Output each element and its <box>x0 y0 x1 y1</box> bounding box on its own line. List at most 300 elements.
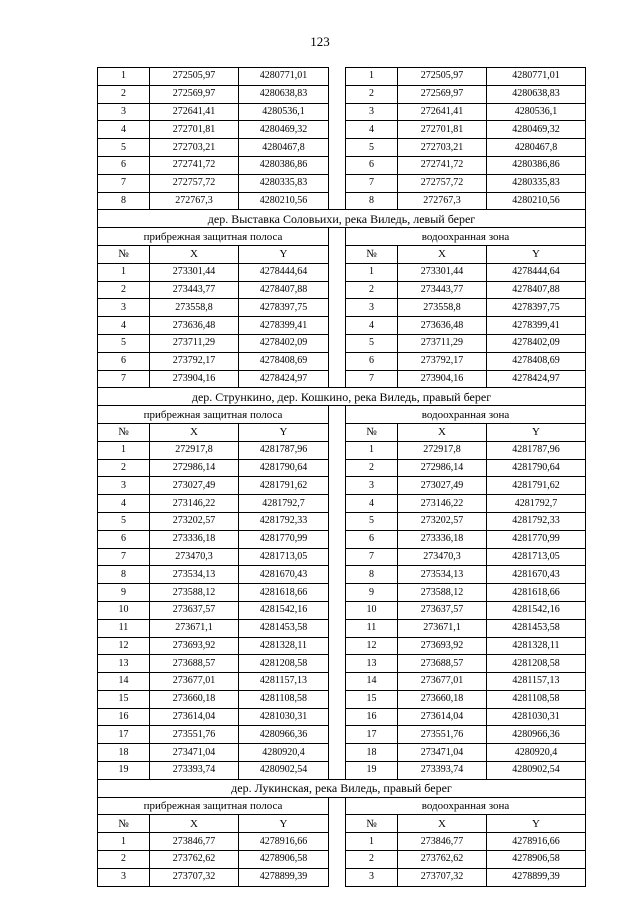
point-number: 5 <box>98 512 150 530</box>
x-coordinate: 273660,18 <box>150 690 239 708</box>
x-coordinate: 273534,13 <box>398 566 487 584</box>
point-number: 7 <box>98 548 150 566</box>
x-coordinate: 273707,32 <box>398 868 487 886</box>
col-header-y: Y <box>487 815 586 833</box>
y-coordinate: 4278906,58 <box>487 851 586 869</box>
point-number: 17 <box>346 726 398 744</box>
point-number: 3 <box>346 103 398 121</box>
y-coordinate: 4281792,7 <box>487 495 586 513</box>
x-coordinate: 273693,92 <box>398 637 487 655</box>
y-coordinate: 4280902,54 <box>487 762 586 780</box>
column-gap <box>329 423 346 441</box>
y-coordinate: 4278407,88 <box>487 281 586 299</box>
x-coordinate: 273904,16 <box>398 370 487 388</box>
table-row <box>98 673 586 691</box>
col-header-y: Y <box>239 245 329 263</box>
col-header-number: № <box>98 245 150 263</box>
zone-label-protective-strip: прибрежная защитная полоса <box>98 797 329 815</box>
section-title: дер. Лукинская, река Виледь, правый берег <box>98 779 586 797</box>
y-coordinate: 4280210,56 <box>239 192 329 210</box>
y-coordinate: 4280771,01 <box>487 68 586 86</box>
x-coordinate: 273558,8 <box>398 299 487 317</box>
table-row <box>98 744 586 762</box>
x-coordinate: 273588,12 <box>398 584 487 602</box>
y-coordinate: 4278408,69 <box>239 352 329 370</box>
col-header-y: Y <box>487 423 586 441</box>
column-gap <box>329 299 346 317</box>
col-header-x: X <box>150 815 239 833</box>
column-gap <box>329 352 346 370</box>
y-coordinate: 4281713,05 <box>239 548 329 566</box>
point-number: 14 <box>98 673 150 691</box>
x-coordinate: 272569,97 <box>398 85 487 103</box>
point-number: 8 <box>346 192 398 210</box>
col-header-y: Y <box>239 423 329 441</box>
x-coordinate: 272917,8 <box>150 441 239 459</box>
point-number: 8 <box>346 566 398 584</box>
column-gap <box>329 495 346 513</box>
column-gap <box>329 156 346 174</box>
y-coordinate: 4280335,83 <box>239 174 329 192</box>
y-coordinate: 4281713,05 <box>487 548 586 566</box>
point-number: 5 <box>98 334 150 352</box>
column-gap <box>329 673 346 691</box>
x-coordinate: 272757,72 <box>398 174 487 192</box>
table-row <box>98 334 586 352</box>
x-coordinate: 272757,72 <box>150 174 239 192</box>
x-coordinate: 273336,18 <box>398 530 487 548</box>
table-row <box>98 174 586 192</box>
point-number: 2 <box>98 851 150 869</box>
col-header-number: № <box>98 423 150 441</box>
point-number: 4 <box>98 495 150 513</box>
column-gap <box>329 441 346 459</box>
y-coordinate: 4281670,43 <box>239 566 329 584</box>
point-number: 2 <box>346 459 398 477</box>
point-number: 13 <box>346 655 398 673</box>
section-title-row <box>98 388 586 406</box>
column-gap <box>329 512 346 530</box>
point-number: 1 <box>98 263 150 281</box>
y-coordinate: 4281618,66 <box>487 584 586 602</box>
y-coordinate: 4278899,39 <box>239 868 329 886</box>
point-number: 4 <box>346 121 398 139</box>
point-number: 1 <box>98 833 150 851</box>
y-coordinate: 4280920,4 <box>487 744 586 762</box>
point-number: 6 <box>98 530 150 548</box>
column-gap <box>329 103 346 121</box>
point-number: 3 <box>98 103 150 121</box>
y-coordinate: 4280638,83 <box>239 85 329 103</box>
y-coordinate: 4280386,86 <box>487 156 586 174</box>
x-coordinate: 273677,01 <box>398 673 487 691</box>
zone-header-row <box>98 228 586 246</box>
y-coordinate: 4281108,58 <box>239 690 329 708</box>
column-header-row <box>98 245 586 263</box>
column-gap <box>329 121 346 139</box>
y-coordinate: 4280771,01 <box>239 68 329 86</box>
zone-label-water-protection: водоохранная зона <box>346 406 586 424</box>
col-header-x: X <box>150 245 239 263</box>
y-coordinate: 4281792,33 <box>239 512 329 530</box>
column-gap <box>329 477 346 495</box>
y-coordinate: 4280469,32 <box>487 121 586 139</box>
y-coordinate: 4281542,16 <box>239 601 329 619</box>
table-row <box>98 352 586 370</box>
point-number: 10 <box>98 601 150 619</box>
y-coordinate: 4280638,83 <box>487 85 586 103</box>
col-header-x: X <box>398 815 487 833</box>
point-number: 1 <box>98 68 150 86</box>
y-coordinate: 4278916,66 <box>487 833 586 851</box>
x-coordinate: 273471,04 <box>398 744 487 762</box>
x-coordinate: 273443,77 <box>150 281 239 299</box>
y-coordinate: 4281791,62 <box>239 477 329 495</box>
point-number: 7 <box>98 370 150 388</box>
point-number: 5 <box>346 334 398 352</box>
y-coordinate: 4278444,64 <box>239 263 329 281</box>
x-coordinate: 273027,49 <box>150 477 239 495</box>
table-row <box>98 85 586 103</box>
table-row <box>98 619 586 637</box>
x-coordinate: 273393,74 <box>398 762 487 780</box>
column-header-row <box>98 815 586 833</box>
x-coordinate: 273637,57 <box>150 601 239 619</box>
table-row <box>98 851 586 869</box>
x-coordinate: 272741,72 <box>150 156 239 174</box>
point-number: 7 <box>346 174 398 192</box>
x-coordinate: 272701,81 <box>150 121 239 139</box>
table-row <box>98 655 586 673</box>
point-number: 11 <box>346 619 398 637</box>
point-number: 2 <box>98 281 150 299</box>
x-coordinate: 273146,22 <box>150 495 239 513</box>
x-coordinate: 273551,76 <box>398 726 487 744</box>
table-row <box>98 548 586 566</box>
x-coordinate: 273688,57 <box>150 655 239 673</box>
y-coordinate: 4281542,16 <box>487 601 586 619</box>
y-coordinate: 4281328,11 <box>239 637 329 655</box>
table-row <box>98 441 586 459</box>
x-coordinate: 273688,57 <box>398 655 487 673</box>
point-number: 19 <box>98 762 150 780</box>
section-title-row <box>98 210 586 228</box>
x-coordinate: 273671,1 <box>398 619 487 637</box>
column-gap <box>329 139 346 157</box>
point-number: 6 <box>346 352 398 370</box>
y-coordinate: 4281770,99 <box>487 530 586 548</box>
y-coordinate: 4278399,41 <box>487 317 586 335</box>
x-coordinate: 273693,92 <box>150 637 239 655</box>
point-number: 6 <box>346 530 398 548</box>
table-row <box>98 833 586 851</box>
point-number: 9 <box>346 584 398 602</box>
x-coordinate: 273762,62 <box>150 851 239 869</box>
y-coordinate: 4281157,13 <box>487 673 586 691</box>
y-coordinate: 4280386,86 <box>239 156 329 174</box>
y-coordinate: 4281790,64 <box>239 459 329 477</box>
point-number: 4 <box>346 495 398 513</box>
x-coordinate: 273146,22 <box>398 495 487 513</box>
y-coordinate: 4281790,64 <box>487 459 586 477</box>
point-number: 2 <box>346 281 398 299</box>
y-coordinate: 4278424,97 <box>487 370 586 388</box>
point-number: 4 <box>98 317 150 335</box>
column-gap <box>329 584 346 602</box>
y-coordinate: 4280469,32 <box>239 121 329 139</box>
section-title: дер. Стрункино, дер. Кошкино, река Виледь, правый берег <box>98 388 586 406</box>
point-number: 3 <box>346 477 398 495</box>
x-coordinate: 273677,01 <box>150 673 239 691</box>
x-coordinate: 273470,3 <box>398 548 487 566</box>
x-coordinate: 273202,57 <box>150 512 239 530</box>
table-row <box>98 459 586 477</box>
y-coordinate: 4281208,58 <box>239 655 329 673</box>
table-row <box>98 637 586 655</box>
point-number: 2 <box>346 85 398 103</box>
table-row <box>98 495 586 513</box>
x-coordinate: 273470,3 <box>150 548 239 566</box>
point-number: 3 <box>98 299 150 317</box>
point-number: 5 <box>346 512 398 530</box>
zone-label-water-protection: водоохранная зона <box>346 797 586 815</box>
column-gap <box>329 263 346 281</box>
point-number: 7 <box>346 370 398 388</box>
table-row <box>98 690 586 708</box>
col-header-number: № <box>346 815 398 833</box>
y-coordinate: 4280335,83 <box>487 174 586 192</box>
col-header-x: X <box>398 423 487 441</box>
x-coordinate: 273301,44 <box>398 263 487 281</box>
point-number: 6 <box>98 352 150 370</box>
table-row <box>98 299 586 317</box>
y-coordinate: 4278899,39 <box>487 868 586 886</box>
point-number: 4 <box>98 121 150 139</box>
x-coordinate: 273846,77 <box>150 833 239 851</box>
x-coordinate: 273027,49 <box>398 477 487 495</box>
col-header-number: № <box>98 815 150 833</box>
col-header-x: X <box>150 423 239 441</box>
x-coordinate: 272767,3 <box>398 192 487 210</box>
table-row <box>98 103 586 121</box>
zone-label-protective-strip: прибрежная защитная полоса <box>98 406 329 424</box>
table-row <box>98 192 586 210</box>
point-number: 8 <box>98 192 150 210</box>
point-number: 14 <box>346 673 398 691</box>
col-header-x: X <box>398 245 487 263</box>
point-number: 5 <box>98 139 150 157</box>
table-row <box>98 370 586 388</box>
x-coordinate: 272703,21 <box>150 139 239 157</box>
page-number: 123 <box>310 34 330 49</box>
table-row <box>98 477 586 495</box>
y-coordinate: 4281453,58 <box>239 619 329 637</box>
x-coordinate: 272641,41 <box>398 103 487 121</box>
point-number: 13 <box>98 655 150 673</box>
y-coordinate: 4281453,58 <box>487 619 586 637</box>
point-number: 1 <box>346 68 398 86</box>
y-coordinate: 4280536,1 <box>487 103 586 121</box>
coordinates-document <box>97 67 585 887</box>
y-coordinate: 4278424,97 <box>239 370 329 388</box>
x-coordinate: 273711,29 <box>150 334 239 352</box>
x-coordinate: 273637,57 <box>398 601 487 619</box>
y-coordinate: 4278444,64 <box>487 263 586 281</box>
y-coordinate: 4281792,7 <box>239 495 329 513</box>
column-gap <box>329 815 346 833</box>
table-row <box>98 317 586 335</box>
x-coordinate: 272505,97 <box>150 68 239 86</box>
y-coordinate: 4278397,75 <box>487 299 586 317</box>
table-row <box>98 762 586 780</box>
point-number: 3 <box>98 477 150 495</box>
x-coordinate: 273471,04 <box>150 744 239 762</box>
x-coordinate: 273588,12 <box>150 584 239 602</box>
column-gap <box>329 762 346 780</box>
column-gap <box>329 601 346 619</box>
column-gap <box>329 370 346 388</box>
column-gap <box>329 726 346 744</box>
point-number: 3 <box>98 868 150 886</box>
point-number: 7 <box>346 548 398 566</box>
col-header-number: № <box>346 423 398 441</box>
zone-label-water-protection: водоохранная зона <box>346 228 586 246</box>
column-gap <box>329 406 346 424</box>
x-coordinate: 273792,17 <box>150 352 239 370</box>
point-number: 1 <box>346 441 398 459</box>
y-coordinate: 4281618,66 <box>239 584 329 602</box>
point-number: 15 <box>98 690 150 708</box>
x-coordinate: 273614,04 <box>150 708 239 726</box>
x-coordinate: 273792,17 <box>398 352 487 370</box>
x-coordinate: 273762,62 <box>398 851 487 869</box>
x-coordinate: 273301,44 <box>150 263 239 281</box>
point-number: 9 <box>98 584 150 602</box>
column-gap <box>329 797 346 815</box>
col-header-number: № <box>346 245 398 263</box>
x-coordinate: 272986,14 <box>150 459 239 477</box>
point-number: 12 <box>346 637 398 655</box>
point-number: 6 <box>346 156 398 174</box>
point-number: 16 <box>346 708 398 726</box>
column-gap <box>329 851 346 869</box>
zone-label-protective-strip: прибрежная защитная полоса <box>98 228 329 246</box>
point-number: 7 <box>98 174 150 192</box>
y-coordinate: 4281328,11 <box>487 637 586 655</box>
column-gap <box>329 530 346 548</box>
point-number: 15 <box>346 690 398 708</box>
table-row <box>98 139 586 157</box>
zone-header-row <box>98 797 586 815</box>
point-number: 17 <box>98 726 150 744</box>
x-coordinate: 272767,3 <box>150 192 239 210</box>
x-coordinate: 273534,13 <box>150 566 239 584</box>
point-number: 10 <box>346 601 398 619</box>
table-row <box>98 512 586 530</box>
table-row <box>98 263 586 281</box>
y-coordinate: 4280902,54 <box>239 762 329 780</box>
point-number: 1 <box>98 441 150 459</box>
y-coordinate: 4278397,75 <box>239 299 329 317</box>
x-coordinate: 273443,77 <box>398 281 487 299</box>
y-coordinate: 4281791,62 <box>487 477 586 495</box>
table-row <box>98 121 586 139</box>
x-coordinate: 272641,41 <box>150 103 239 121</box>
y-coordinate: 4281787,96 <box>239 441 329 459</box>
x-coordinate: 272917,8 <box>398 441 487 459</box>
x-coordinate: 273558,8 <box>150 299 239 317</box>
point-number: 1 <box>346 263 398 281</box>
coordinates-table <box>97 67 586 887</box>
column-header-row <box>98 423 586 441</box>
y-coordinate: 4280467,8 <box>487 139 586 157</box>
column-gap <box>329 85 346 103</box>
x-coordinate: 272703,21 <box>398 139 487 157</box>
point-number: 6 <box>98 156 150 174</box>
x-coordinate: 273846,77 <box>398 833 487 851</box>
y-coordinate: 4280920,4 <box>239 744 329 762</box>
point-number: 8 <box>98 566 150 584</box>
table-row <box>98 156 586 174</box>
x-coordinate: 273636,48 <box>150 317 239 335</box>
point-number: 16 <box>98 708 150 726</box>
point-number: 2 <box>98 85 150 103</box>
y-coordinate: 4281157,13 <box>239 673 329 691</box>
table-row <box>98 281 586 299</box>
y-coordinate: 4280966,36 <box>487 726 586 744</box>
point-number: 3 <box>346 868 398 886</box>
column-gap <box>329 228 346 246</box>
y-coordinate: 4281108,58 <box>487 690 586 708</box>
point-number: 2 <box>346 851 398 869</box>
x-coordinate: 273551,76 <box>150 726 239 744</box>
y-coordinate: 4278402,09 <box>487 334 586 352</box>
point-number: 3 <box>346 299 398 317</box>
column-gap <box>329 245 346 263</box>
y-coordinate: 4280966,36 <box>239 726 329 744</box>
column-gap <box>329 833 346 851</box>
x-coordinate: 272505,97 <box>398 68 487 86</box>
y-coordinate: 4278407,88 <box>239 281 329 299</box>
point-number: 11 <box>98 619 150 637</box>
table-row <box>98 726 586 744</box>
point-number: 2 <box>98 459 150 477</box>
col-header-y: Y <box>239 815 329 833</box>
column-gap <box>329 868 346 886</box>
x-coordinate: 272701,81 <box>398 121 487 139</box>
column-gap <box>329 548 346 566</box>
column-gap <box>329 317 346 335</box>
x-coordinate: 272569,97 <box>150 85 239 103</box>
y-coordinate: 4281208,58 <box>487 655 586 673</box>
column-gap <box>329 68 346 86</box>
x-coordinate: 273904,16 <box>150 370 239 388</box>
column-gap <box>329 566 346 584</box>
point-number: 18 <box>98 744 150 762</box>
y-coordinate: 4278399,41 <box>239 317 329 335</box>
y-coordinate: 4278402,09 <box>239 334 329 352</box>
y-coordinate: 4281670,43 <box>487 566 586 584</box>
column-gap <box>329 192 346 210</box>
x-coordinate: 273614,04 <box>398 708 487 726</box>
column-gap <box>329 655 346 673</box>
y-coordinate: 4278916,66 <box>239 833 329 851</box>
column-gap <box>329 174 346 192</box>
column-gap <box>329 459 346 477</box>
column-gap <box>329 637 346 655</box>
y-coordinate: 4281792,33 <box>487 512 586 530</box>
x-coordinate: 273660,18 <box>398 690 487 708</box>
